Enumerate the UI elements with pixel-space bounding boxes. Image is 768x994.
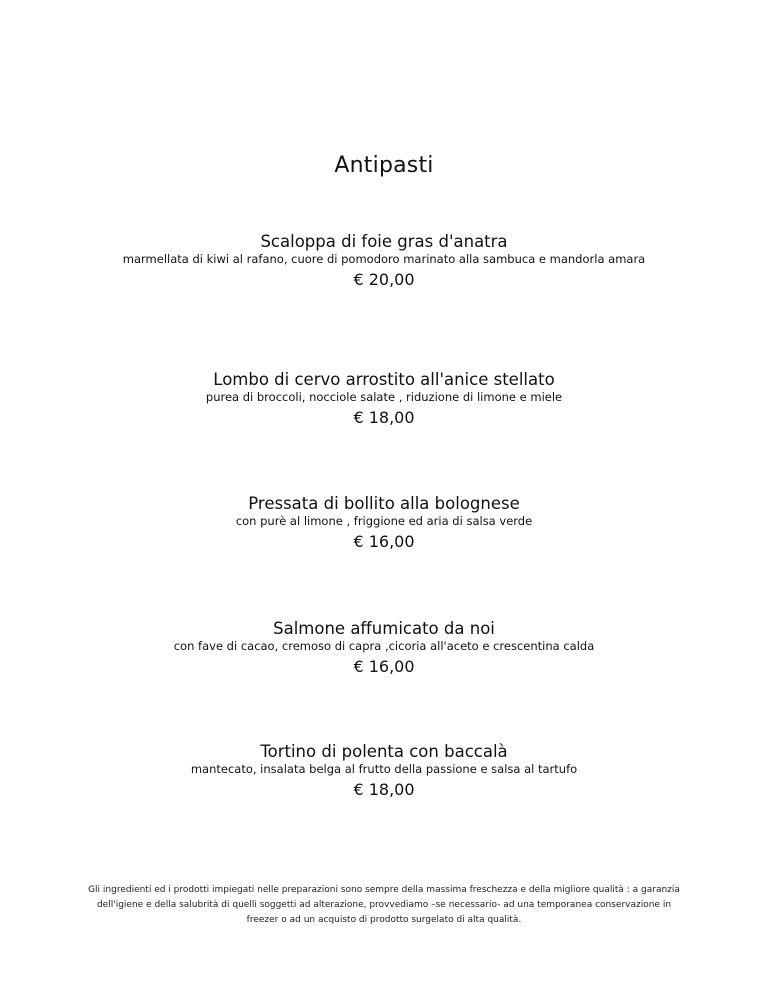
- menu-item: [0, 232, 768, 290]
- menu-item: [0, 370, 768, 428]
- dish-description: con purè al limone , friggione ed aria di salsa verde: [235, 514, 533, 528]
- dish-price: € 16,00: [353, 532, 415, 551]
- menu-item: [0, 494, 768, 552]
- dish-description: con fave di cacao, cremoso di capra ,cicoria all'aceto e crescentina calda: [173, 639, 595, 653]
- dish-description: marmellata di kiwi al rafano, cuore di pomodoro marinato alla sambuca e mandorla amara: [122, 252, 646, 266]
- dish-name: Salmone affumicato da noi: [273, 619, 495, 638]
- dish-price: € 18,00: [353, 408, 415, 427]
- menu-item: [0, 619, 768, 677]
- dish-price: € 18,00: [353, 780, 415, 799]
- dish-price: € 20,00: [353, 270, 415, 289]
- dish-name: Lombo di cervo arrostito all'anice stellato: [213, 370, 555, 389]
- footer-note: Gli ingredienti ed i prodotti impiegati nelle preparazioni sono sempre della massima freschezza e della migliore qualità : a garanzia dell'igiene e della salubrità di quelli soggetti ad alterazione, provvediamo –se necessario- ad una temporanea conservazione in freezer o ad un acquisto di prodotto surgelato di alta qualità.: [88, 885, 680, 925]
- dish-description: mantecato, insalata belga al frutto della passione e salsa al tartufo: [190, 762, 578, 776]
- page-title: Antipasti: [334, 152, 434, 178]
- dish-name: Tortino di polenta con baccalà: [260, 742, 508, 761]
- dish-description: purea di broccoli, nocciole salate , riduzione di limone e miele: [205, 390, 563, 404]
- dish-name: Pressata di bollito alla bolognese: [248, 494, 520, 513]
- menu-item: [0, 742, 768, 800]
- dish-name: Scaloppa di foie gras d'anatra: [260, 232, 508, 251]
- dish-price: € 16,00: [353, 657, 415, 676]
